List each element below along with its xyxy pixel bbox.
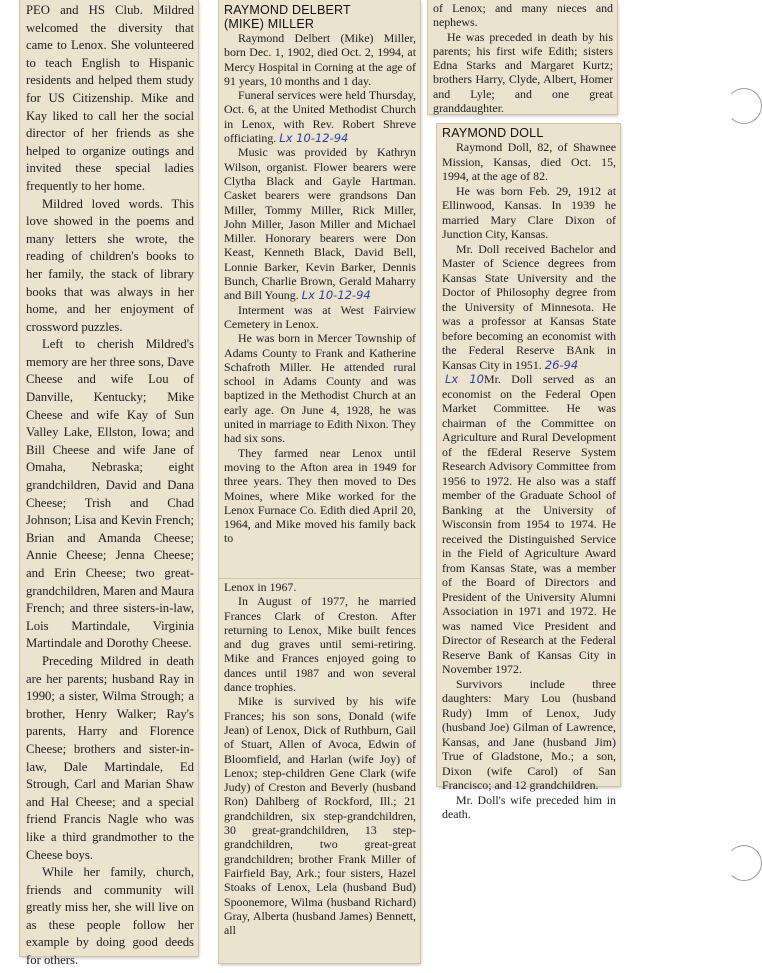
obituary-paragraph: Raymond Delbert (Mike) Miller, born Dec. 1, 1902, died Oct. 2, 1994, at Mercy Hospital in Corning at the age of 91 years, 10 months and 1 day.	[224, 31, 416, 88]
obituary-paragraph: Left to cherish Mildred's memory are her three sons, Dave Cheese and wife Lou of Danville, Kentucky; Mike Cheese and wife Kay of Sun Valley Lake, Ellston, Iowa; and Bill Cheese and wife Jane of Omaha, Nebraska; eight grandchildren, David and Dana Cheese; Trish and Chad Johnson; Lisa and Kevin French; Brian and Amanda Cheese; Annie Cheese; Jenna Cheese; and Erin Cheese; two great-grandchildren, Maren and Maura French; and three sisters-in-law, Lois Martindale, Virginia Martindale and Dorothy Cheese.	[26, 337, 194, 651]
handwritten-date-note: Lx 10-12-94	[301, 288, 371, 303]
obituary-paragraph: They farmed near Lenox until moving to the Afton area in 1949 for three years. They then moved to Des Moines, where Mike worked for the Lenox Furnace Co. Edith died April 20, 1964, and Mike moved his family back to	[224, 445, 416, 546]
obituary-paragraph: While her family, church, friends and community will greatly miss her, she will live on as these people follow her example by doing good deeds for others.	[26, 865, 194, 968]
obituary-paragraph: PEO and HS Club. Mildred welcomed the diversity that came to Lenox. She volunteered to teach English to Hispanic residents and helped them study for US Citizenship. Mike and Kay liked to call her the social director of her friends as she helped to organize outings and invited these special ladies frequently to her home.	[26, 3, 194, 193]
obituary-paragraph: Lx 10Mr. Doll served as an economist on the Federal Open Market Committee. He was chairman of the Committee on Agriculture and Rural Development of the fEderal Reserve System Research Advisory Committee from 1956 to 1972. He also was a staff member of the Graduate School of Banking at the University of Wisconsin from 1954 to 1974. He received the Distinguished Service in the Field of Agriculture Award from Kansas State, was a member of the Board of Directors and President of the University Alumni Association in 1971 and 1972. He was named Vice President and Director of Research at the Federal Reserve Bank of Kansas City in November 1972.	[442, 372, 616, 676]
obituary-paragraph: Mr. Doll received Bachelor and Master of Science degrees from Kansas State University and the Doctor of Philosophy degree from the University of Minnesota. He was a professor at Kansas State before becoming an economist with the Federal Reserve BAnk in Kansas City in 1951. 26-94	[442, 241, 616, 372]
obituary-paragraph: Mildred loved words. This love showed in the poems and many letters she wrote, the reading of children's books to her family, the stack of library books that was always in her home, and her enjoyment of crossword puzzles.	[26, 196, 194, 334]
obituary-paragraph: of Lenox; and many nieces and nephews.	[433, 1, 613, 30]
headline-miller: RAYMOND DELBERT (MIKE) MILLER	[224, 3, 351, 31]
binder-hole	[726, 88, 762, 124]
clipping-miller-end	[428, 0, 617, 114]
obituary-paragraph: In August of 1977, he married Frances Clark of Creston. After returning to Lenox, Mike built fences and dug graves until semi-retiring. Mike and Frances enjoyed going to dances until 1987 and won several dance trophies.	[224, 594, 416, 695]
obituary-paragraph: Lenox in 1967.	[224, 580, 297, 594]
binder-hole	[726, 845, 762, 881]
clipping-mildred-obituary	[20, 0, 198, 968]
obituary-paragraph: Music was provided by Kathryn Wilson, organist. Flower bearers were Clytha Black and Gayle Hartman. Casket bearers were grandsons Dan Miller, Tommy Miller, Rick Miller, John Miller, Jason Miller and Michael Miller. Honorary bearers were Don Keast, Kenneth Black, David Bell, Lonnie Barker, Kevin Barker, Dennis Bunch, Charlie Brown, Gerald Maharry and Bill Young. Lx 10-12-94	[224, 145, 416, 303]
obituary-paragraph: Interment was at West Fairview Cemetery in Lenox.	[224, 302, 416, 331]
obituary-paragraph: Preceding Mildred in death are her parents; husband Ray in 1990; a sister, Wilma Strough; a brother, Henry Walker; Ray's parents, Harry and Florence Cheese; brothers and sister-in-law, Dale Martindale, Ed Strough, Carl and Marian Shaw and Hal Cheese; and a special friend Francis Nagle who was like a third grandmother to the Cheese boys.	[26, 653, 194, 862]
obituary-paragraph: He was preceded in death by his parents; his first wife Edith; sisters Edna Starks and Margaret Kurtz; brothers Harry, Clyde, Albert, Homer and Lyle; and one great granddaughter.	[433, 29, 613, 116]
obituary-paragraph: Survivors include three daughters: Mary Lou (husband Rudy) Imm of Lenox, Judy (husband Joe) Gilman of Lawrence, Kansas, and Jane (husband Jim) True of Gladstone, Mo.; a son, Dixon (wife Carol) of San Francisco; and 12 grandchildren.	[442, 676, 616, 792]
obituary-paragraph: Raymond Doll, 82, of Shawnee Mission, Kansas, died Oct. 15, 1994, at the age of 82.	[442, 140, 616, 183]
clipping-miller-continued	[219, 579, 420, 963]
obituary-paragraph: Mr. Doll's wife preceded him in death.	[442, 792, 616, 821]
handwritten-date-note: Lx 10	[445, 372, 484, 386]
clipping-miller-obituary	[219, 0, 420, 579]
obituary-paragraph: He was born in Mercer Township of Adams County to Frank and Katherine Schafroth Miller. He attended rural school in Adams County and was baptized in the Methodist Church at an early age. On June 4, 1928, he was united in marriage to Edith Nixon. They had six sons.	[224, 331, 416, 446]
headline-doll: RAYMOND DOLL	[442, 126, 544, 140]
handwritten-date-note: 26-94	[544, 357, 579, 372]
obituary-paragraph: Funeral services were held Thursday, Oct. 6, at the United Methodist Church in Lenox, with Rev. Robert Shreve officiating. Lx 10-12-94	[224, 88, 416, 146]
obituary-paragraph: He was born Feb. 29, 1912 at Ellinwood, Kansas. In 1939 he married Mary Clare Dixon of Junction City, Kansas.	[442, 183, 616, 241]
handwritten-date-note: Lx 10-12-94	[279, 131, 349, 146]
obituary-paragraph: Mike is survived by his wife Frances; his son sons, Donald (wife Jean) of Lenox, Dick of Ruthburn, Gail of Stuart, Allen of Avoca, Edwin of Bloomfield, and Harlan (wife Joy) of Lenox; step-children Gene Clark (wife Judy) of Creston and Beverly (husband Ron) Dahlberg of Rockford, Ill.; 21 grandchildren, six step-grandchildren, 30 great-grandchildren, 13 step-grandchildren, two great-great grandchildren; brother Frank Miller of Fairfield Bay, Ark.; four sisters, Hazel Stoaks of Lenox, Lela (husband Bud) Spoonemore, Wilma (husband Richard) Gray, Alberta (husband James) Bennett, all	[224, 694, 416, 938]
clipping-doll-obituary	[437, 124, 620, 821]
